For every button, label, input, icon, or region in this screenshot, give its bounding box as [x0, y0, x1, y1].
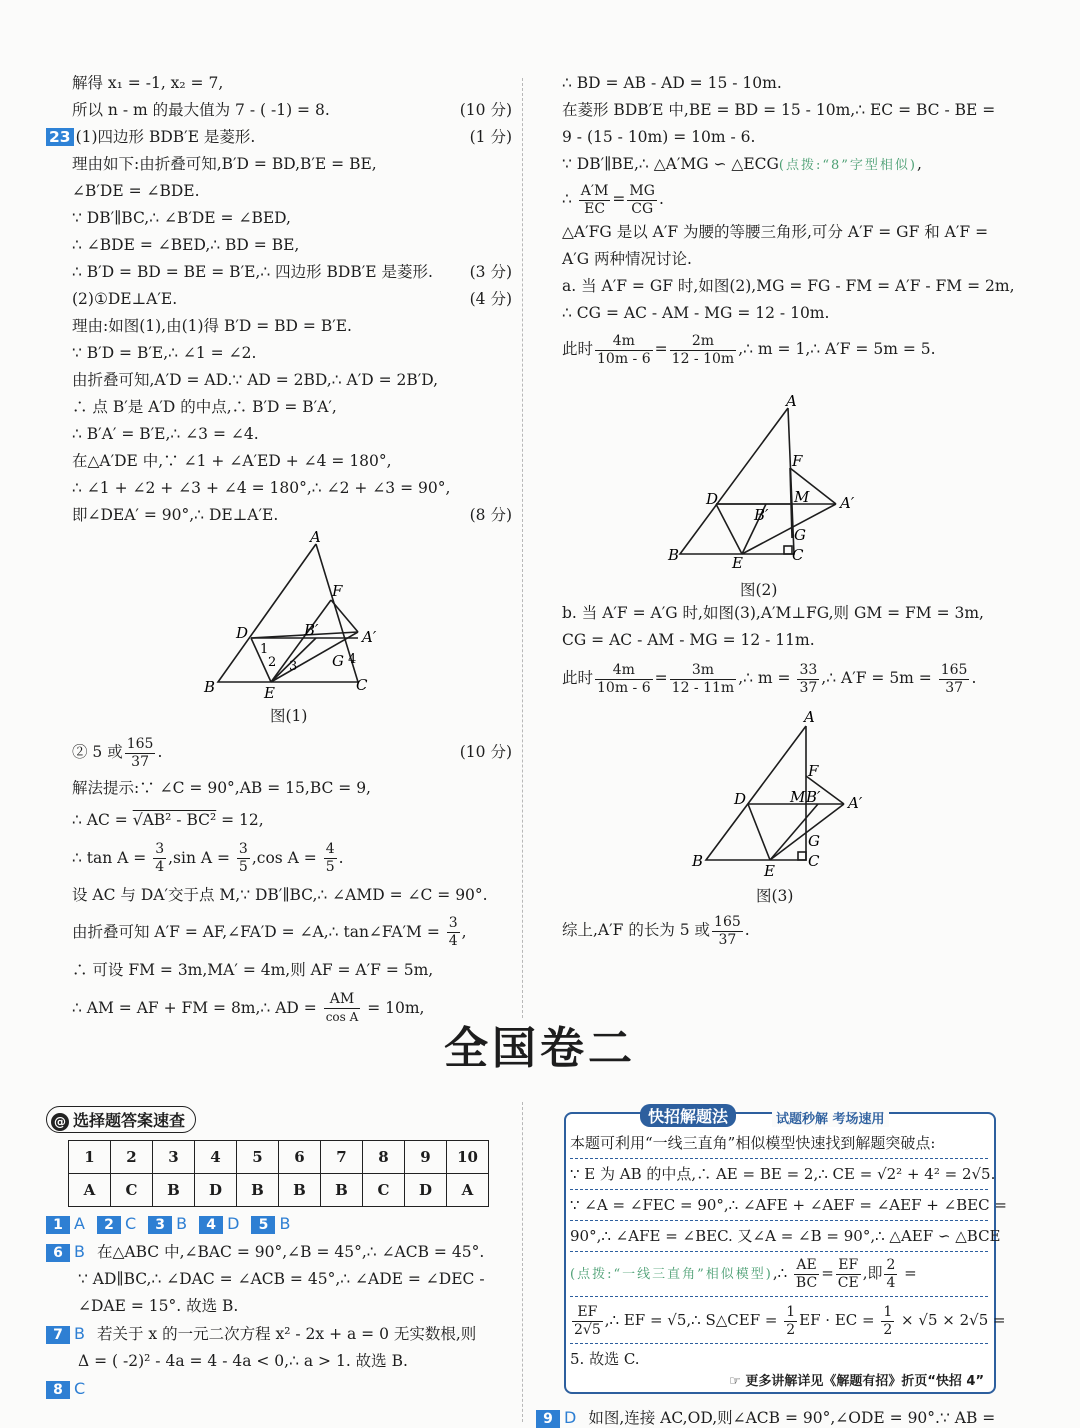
left-line-15	[72, 448, 512, 475]
figure-3	[686, 706, 876, 882]
answer-letter-cell: A	[447, 1174, 489, 1207]
fig3-label-M: M	[790, 788, 806, 806]
fig1-num-4: 4	[348, 652, 357, 667]
answer-number-cell: 3	[153, 1141, 195, 1174]
answer-letter-row	[69, 1174, 489, 1207]
fig1-label-B: B	[204, 678, 216, 696]
answer-number-cell: 2	[111, 1141, 153, 1174]
answer-letter-cell: D	[195, 1174, 237, 1207]
left-line-text: (1)四边形 BDB′E 是菱形.	[75, 128, 256, 146]
fig1-num-3: 3	[289, 659, 298, 674]
fig2-label-D: D	[706, 490, 719, 508]
score-mark: (3 分)	[469, 263, 512, 281]
left-line-text: ∴ B′D = BD = BE = B′E,∴ 四边形 BDB′E 是菱形.	[72, 263, 433, 281]
answer-tag-letter: A	[74, 1214, 85, 1233]
score-mark: (4 分)	[469, 290, 512, 308]
box-line-5: (点拨:“一线三直角”相似模型),∴ $\frac{AE}{BC}$ = $\frac{EF}{CE}$ ,即 $\frac{2}{4}$ =	[570, 1252, 988, 1297]
box-line-4: 90°,∴ ∠AFE = ∠BEC. 又∠A = ∠B = 90°,∴ △AEF ∽ △BCE	[570, 1221, 988, 1252]
answer-tag-number: 5	[251, 1216, 275, 1234]
answer-tag-letter: D	[227, 1214, 240, 1233]
hint-line-6: ∴ 可设 FM = 3m,MA′ = 4m,则 AF = A′F = 5m,	[72, 960, 434, 979]
fig2-label-A: A	[786, 392, 797, 410]
lower-answers	[46, 1210, 512, 1403]
at-icon: @	[51, 1113, 69, 1131]
right-line-1: ∴ BD = AB - AD = 15 - 10m.	[562, 74, 782, 92]
section-title: 全国卷二	[444, 1023, 636, 1074]
answer-line: ② 5 或 $\frac{165}{37}$ . (10 分)	[72, 735, 512, 770]
answer-number-cell: 6	[279, 1141, 321, 1174]
left-line-13	[72, 394, 512, 421]
right-line-6: △A′FG 是以 A′F 为腰的等腰三角形,可分 A′F = GF 和 A′F =	[562, 223, 989, 241]
fig1-num-1: 1	[260, 642, 269, 657]
right-line-5: ∴ $\frac{A'M}{EC}$ = $\frac{MG}{CG}$ .	[562, 182, 664, 217]
fig1-label-F: F	[332, 582, 343, 600]
q9-line: 9 D 如图,连接 AC,OD,则∠ACB = 90°,∠ODE = 90°.∵ AB =	[536, 1406, 995, 1428]
quick-answer-header: @ 选择题答案速查	[46, 1106, 196, 1133]
answer-tags-row	[46, 1210, 512, 1238]
score-mark: (1 分)	[469, 128, 512, 146]
left-line-text: 理由:如图(1),由(1)得 B′D = BD = B′E.	[72, 317, 352, 335]
answer-letter-cell: C	[111, 1174, 153, 1207]
hint-line-3: ∴ tan A = $\frac{3}{4}$ ,sin A = $\frac{3}{5}$ ,cos A = $\frac{4}{5}$ .	[72, 841, 344, 875]
left-line-3	[49, 124, 512, 151]
answer-letter-cell: B	[153, 1174, 195, 1207]
left-line-text: 所以 n - m 的最大值为 7 - ( -1) = 8.	[72, 101, 330, 119]
question-number-badge: 23	[46, 128, 74, 146]
right-line-8: a. 当 A′F = GF 时,如图(2),MG = FG - FM = A′F - FM = 2m,	[562, 277, 1015, 295]
left-line-9	[72, 286, 512, 313]
fig1-label-Bp: B′	[304, 621, 319, 639]
answer-number-cell: 9	[405, 1141, 447, 1174]
left-line-text: 解得 x₁ = -1, x₂ = 7,	[72, 74, 224, 92]
fig2-label-E: E	[732, 554, 743, 570]
figure-3-caption: 图(3)	[756, 887, 794, 905]
fig2-label-G: G	[794, 526, 806, 544]
score-mark: (10 分)	[459, 101, 512, 119]
figure-1	[196, 528, 396, 703]
left-column-lower	[72, 734, 512, 1028]
tip-box-subheader: 试题秒解 考场速用	[772, 1108, 889, 1127]
hint-line-1: 解法提示:∵ ∠C = 90°,AB = 15,BC = 9,	[72, 778, 371, 797]
left-line-text: ∵ DB′∥BC,∴ ∠B′DE = ∠BED,	[72, 209, 291, 227]
right-column	[562, 70, 1015, 371]
right-line-13: 此时 $\frac{4m}{10m - 6}$ = $\frac{3m}{12 - 11m}$ ,∴ m = $\frac{33}{37}$ ,∴ A′F = 5m = $\frac{165}{37}$ .	[562, 661, 977, 696]
fig2-label-C: C	[792, 546, 804, 564]
right-line-7: A′G 两种情况讨论.	[562, 250, 692, 268]
fig1-label-A: A	[310, 528, 321, 546]
column-divider	[522, 78, 523, 1018]
column-divider-2	[522, 1102, 523, 1422]
left-line-8	[72, 259, 512, 286]
right-line-12: CG = AC - AM - MG = 12 - 11m.	[562, 631, 815, 649]
q6-line-2: ∵ AD∥BC,∴ ∠DAC = ∠ACB = 45°,∴ ∠ADE = ∠DEC -	[78, 1270, 485, 1288]
answer-number-cell: 1	[69, 1141, 111, 1174]
answer-letter-cell: B	[321, 1174, 363, 1207]
figure-1-caption: 图(1)	[270, 707, 308, 725]
left-line-text: ∴ B′A′ = B′E,∴ ∠3 = ∠4.	[72, 425, 259, 443]
left-line-text: ∴ 点 B′是 A′D 的中点,∴ B′D = B′A′,	[72, 398, 337, 416]
left-line-12	[72, 367, 512, 394]
left-line-17	[72, 502, 512, 529]
left-line-text: ∠B′DE = ∠BDE.	[72, 182, 200, 200]
fig1-num-2: 2	[268, 655, 277, 670]
fig1-label-Ap: A′	[362, 628, 377, 646]
fig1-label-C: C	[356, 676, 368, 694]
summary-line: 综上,A′F 的长为 5 或 $\frac{165}{37}$ .	[562, 913, 750, 948]
left-line-14	[72, 421, 512, 448]
left-column	[49, 70, 512, 529]
answer-table	[68, 1140, 489, 1207]
answer-tag-letter: B	[176, 1214, 188, 1233]
left-line-10	[72, 313, 512, 340]
hint-line-4: 设 AC 与 DA′交于点 M,∵ DB′∥BC,∴ ∠AMD = ∠C = 90°.	[72, 885, 488, 904]
left-line-text: 即∠DEA′ = 90°,∴ DE⊥A′E.	[72, 506, 279, 524]
hand-icon: ☞	[729, 1374, 741, 1389]
left-line-text: (2)①DE⊥A′E.	[72, 290, 178, 308]
left-line-text: 在△A′DE 中,∵ ∠1 + ∠A′ED + ∠4 = 180°,	[72, 452, 392, 470]
left-line-2	[72, 97, 512, 124]
left-line-7	[72, 232, 512, 259]
box-line-3: ∵ ∠A = ∠FEC = 90°,∴ ∠AFE + ∠AEF = ∠AEF + ∠BEC =	[570, 1190, 988, 1221]
left-line-text: 理由如下:由折叠可知,B′D = BD,B′E = BE,	[72, 155, 377, 173]
fig1-label-D: D	[236, 624, 249, 642]
answer-letter-cell: A	[69, 1174, 111, 1207]
answer-tag-number: 1	[46, 1216, 70, 1234]
hint-line-7: ∴ AM = AF + FM = 8m,∴ AD = $\frac{AM}{\text{cos A}}$ = 10m,	[72, 991, 425, 1024]
figure-2-caption: 图(2)	[740, 581, 778, 599]
right-line-4: ∵ DB′∥BE,∴ △A′MG ∽ △ECG(点拨:“8”字型相似),	[562, 155, 922, 173]
tip-box-body	[570, 1128, 1007, 1374]
q7-line-1: 7 B 若关于 x 的一元二次方程 x² - 2x + a = 0 无实数根,则	[46, 1320, 512, 1348]
answer-number-cell: 4	[195, 1141, 237, 1174]
fig2-label-F: F	[792, 452, 803, 470]
fig3-label-F: F	[808, 762, 819, 780]
fig3-label-C: C	[808, 852, 820, 870]
fig3-label-Bp: B′	[806, 788, 821, 806]
answer-number-row	[69, 1141, 489, 1174]
box-line-6: $\frac{EF}{2√5}$ ,∴ EF = √5,∴ S△CEF = $\frac{1}{2}$ EF · EC = $\frac{1}{2}$ × √5 × 2√5 =	[570, 1297, 988, 1344]
answer-number-cell: 5	[237, 1141, 279, 1174]
answer-number-cell: 10	[447, 1141, 489, 1174]
q6-line-3: ∠DAE = 15°. 故选 B.	[78, 1297, 239, 1315]
tip-box-footer: ☞ 更多讲解详见《解题有招》折页“快招 4”	[729, 1374, 984, 1389]
fig2-label-B: B	[668, 546, 680, 564]
answer-tag-letter: B	[279, 1214, 291, 1233]
score-mark: (8 分)	[469, 506, 512, 524]
fig3-label-G: G	[808, 832, 820, 850]
box-line-7: 5. 故选 C.	[570, 1350, 640, 1368]
answer-letter-cell: D	[405, 1174, 447, 1207]
answer-tag-letter: C	[124, 1214, 137, 1233]
q6-line-1: 6 B 在△ABC 中,∠BAC = 90°,∠B = 45°,∴ ∠ACB = 45°.	[46, 1238, 512, 1266]
answer-letter-cell: B	[237, 1174, 279, 1207]
left-line-11	[72, 340, 512, 367]
fig3-label-Ap: A′	[848, 794, 863, 812]
fig3-label-D: D	[734, 790, 747, 808]
right-line-11: b. 当 A′F = A′G 时,如图(3),A′M⊥FG,则 GM = FM = 3m,	[562, 604, 984, 622]
right-line-10: 此时 $\frac{4m}{10m - 6}$ = $\frac{2m}{12 - 10m}$ ,∴ m = 1,∴ A′F = 5m = 5.	[562, 332, 936, 367]
fig2-label-Ap: A′	[840, 494, 855, 512]
left-line-16	[72, 475, 512, 502]
left-line-4	[72, 151, 512, 178]
fig1-label-G: G	[332, 652, 344, 670]
tip-box-header: 快招解题法	[640, 1104, 736, 1127]
fig3-label-A: A	[804, 708, 815, 726]
right-line-2: 在菱形 BDB′E 中,BE = BD = 15 - 10m,∴ EC = BC - BE =	[562, 101, 996, 119]
answer-tag-number: 4	[199, 1216, 223, 1234]
fig2-label-M: M	[794, 488, 810, 506]
answer-letter-cell: C	[363, 1174, 405, 1207]
left-line-1	[72, 70, 512, 97]
right-line-3: 9 - (15 - 10m) = 10m - 6.	[562, 128, 756, 146]
box-line-1: 本题可利用“一线三直角”相似模型快速找到解题突破点:	[570, 1128, 988, 1159]
box-line-2: ∵ E 为 AB 的中点,∴ AE = BE = 2,∴ CE = √2² + 4² = 2√5.	[570, 1159, 988, 1190]
answer-tag-number: 2	[97, 1216, 121, 1234]
left-line-6	[72, 205, 512, 232]
answer-letter-cell: B	[279, 1174, 321, 1207]
left-line-text: ∴ ∠1 + ∠2 + ∠3 + ∠4 = 180°,∴ ∠2 + ∠3 = 90°,	[72, 479, 451, 497]
hint-line-2: ∴ AC = √AB² - BC² = 12,	[72, 810, 264, 829]
answer-tag-number: 3	[148, 1216, 172, 1234]
left-line-text: 由折叠可知,A′D = AD.∵ AD = 2BD,∴ A′D = 2B′D,	[72, 371, 439, 389]
fig3-label-E: E	[764, 862, 775, 880]
q8-line: 8 C	[46, 1375, 512, 1403]
right-line-9: ∴ CG = AC - AM - MG = 12 - 10m.	[562, 304, 830, 322]
left-line-5	[72, 178, 512, 205]
q7-line-2: Δ = ( -2)² - 4a = 4 - 4a < 0,∴ a > 1. 故选 B.	[78, 1352, 408, 1370]
right-column-b	[562, 600, 1002, 702]
answer-number-cell: 8	[363, 1141, 405, 1174]
left-line-text: ∴ ∠BDE = ∠BED,∴ BD = BE,	[72, 236, 300, 254]
fig1-label-E: E	[264, 684, 275, 702]
answer-number-cell: 7	[321, 1141, 363, 1174]
fig3-label-B: B	[692, 852, 704, 870]
left-line-text: ∵ B′D = B′E,∴ ∠1 = ∠2.	[72, 344, 257, 362]
hint-line-5: 由折叠可知 A′F = AF,∠FA′D = ∠A,∴ tan∠FA′M = $\frac{3}{4}$ ,	[72, 915, 467, 949]
fig2-label-Bp: B′	[754, 506, 769, 524]
figure-2	[664, 390, 864, 570]
